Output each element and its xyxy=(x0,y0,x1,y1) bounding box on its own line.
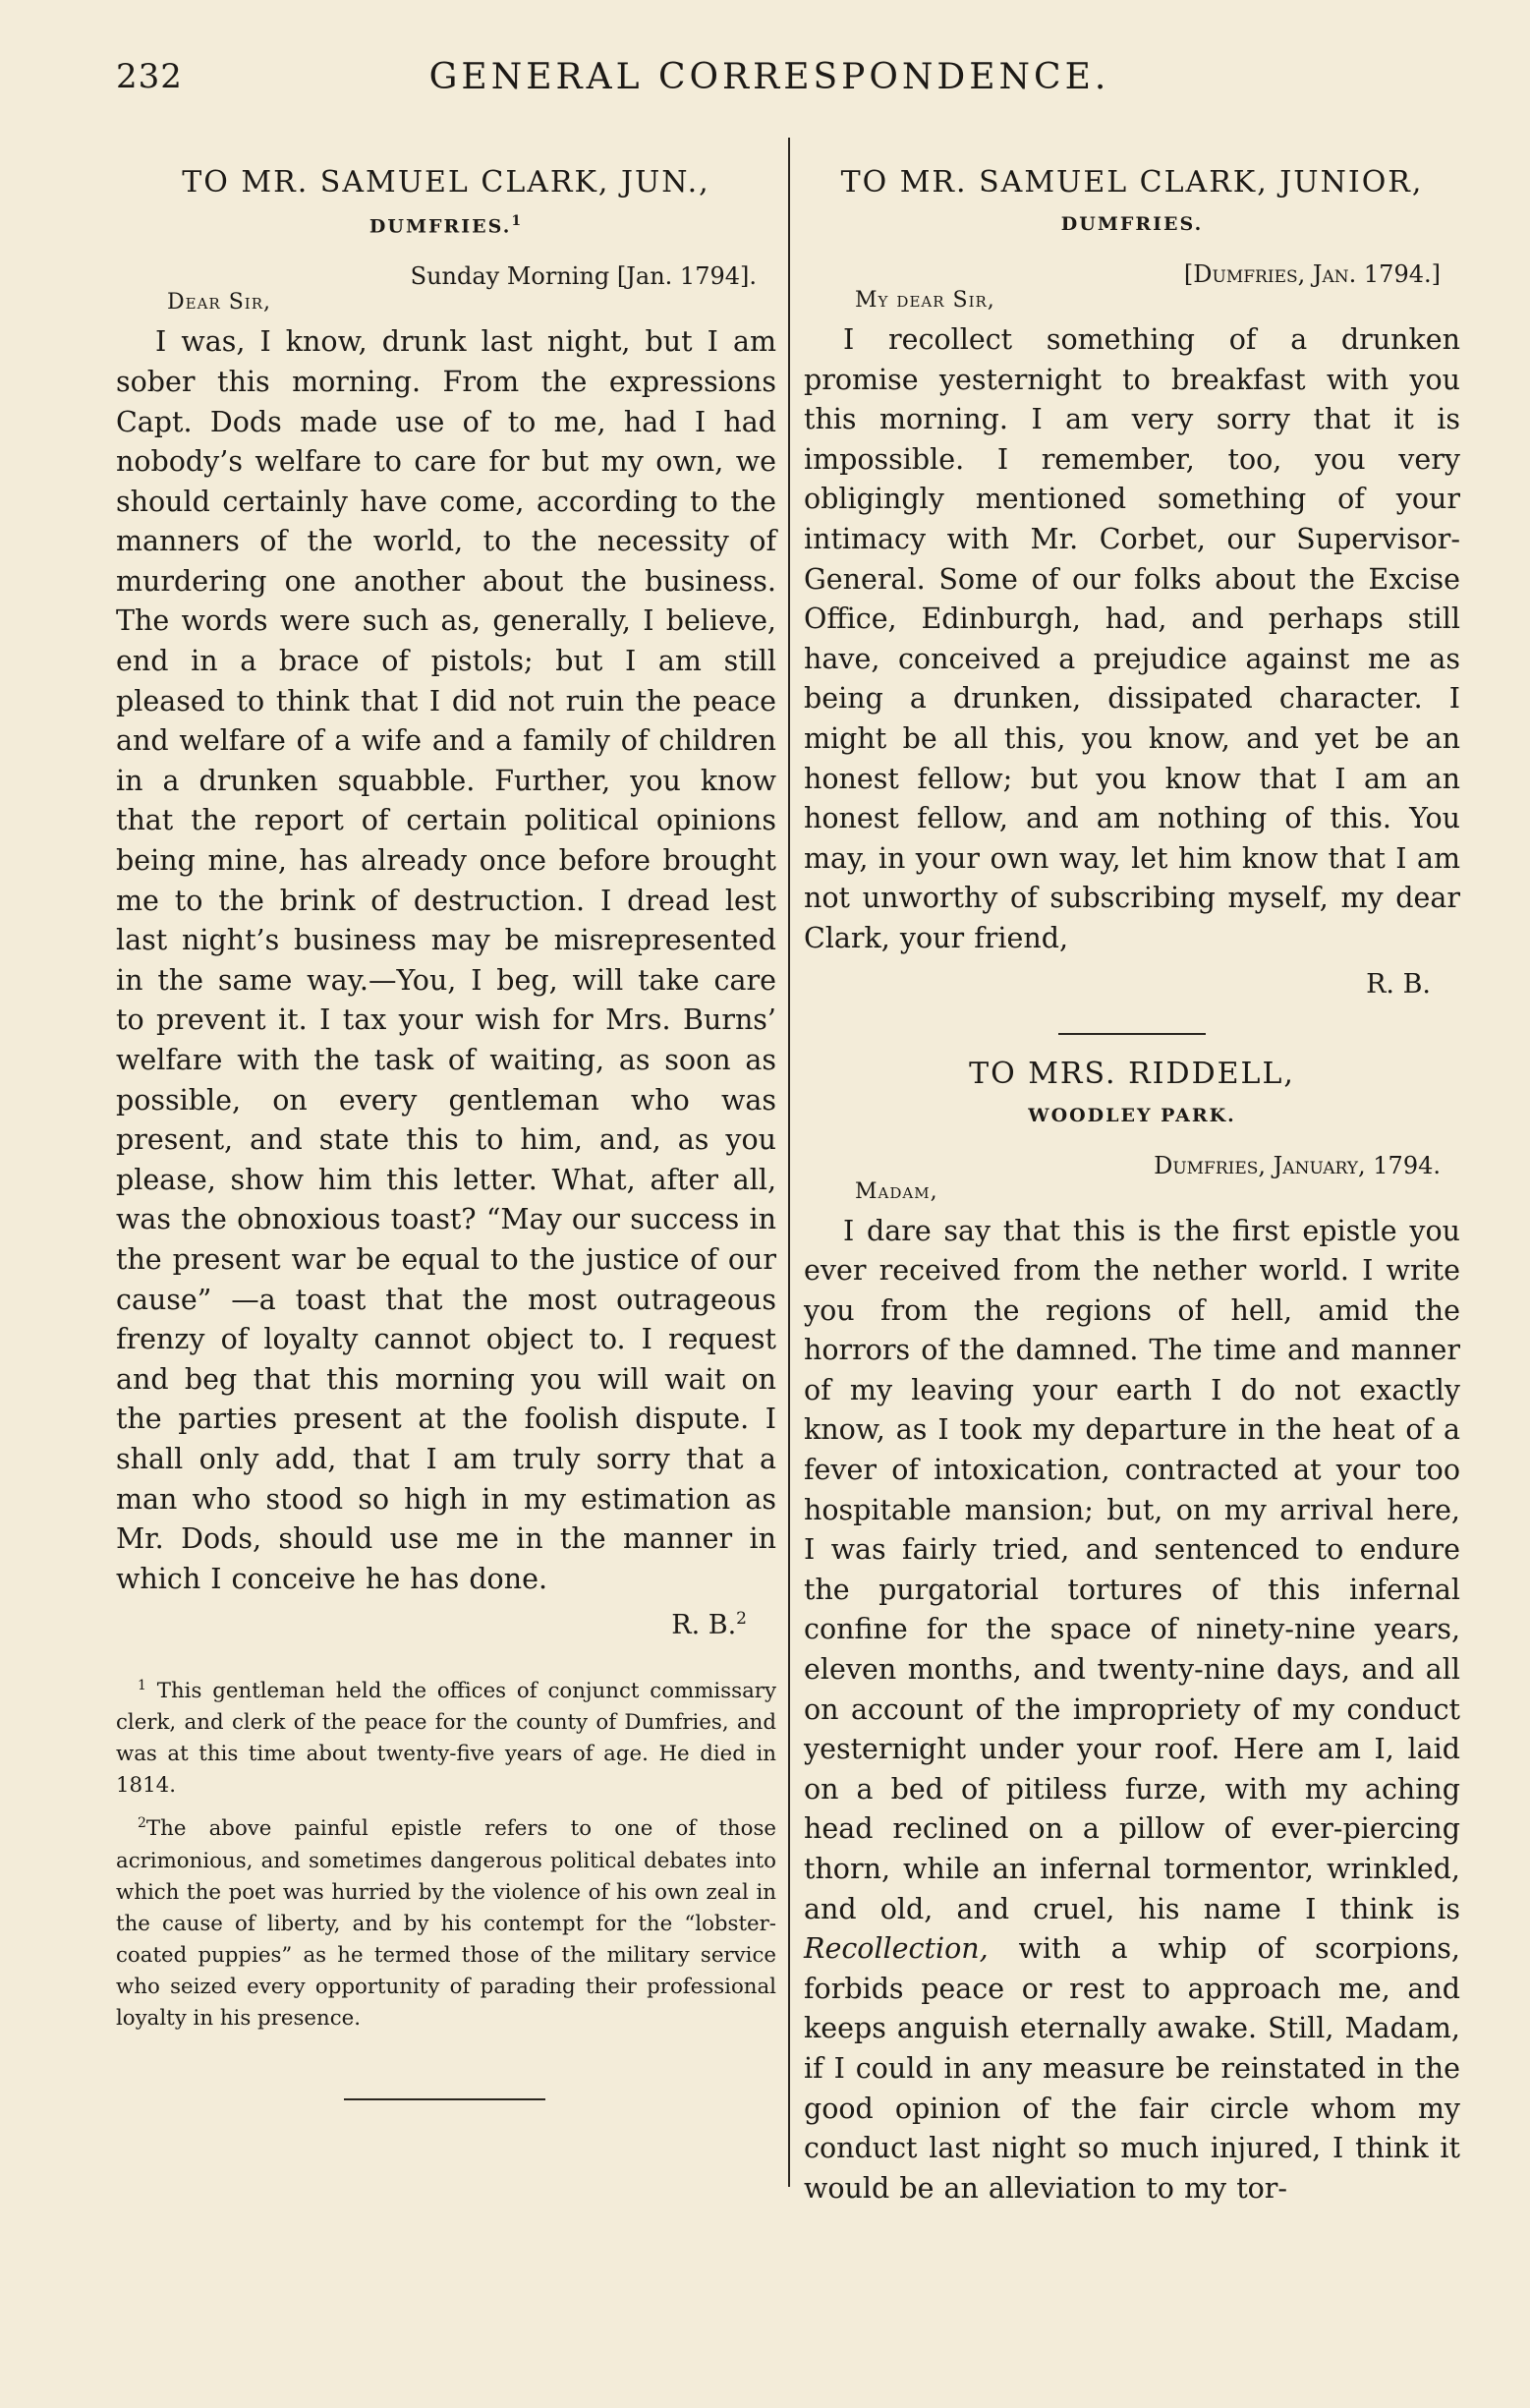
signature-text: R. B. xyxy=(671,1610,737,1641)
letter-body xyxy=(804,1212,1460,2209)
column-divider xyxy=(788,138,790,2187)
letter-salutation: Madam, xyxy=(855,1178,938,1204)
letter-place: DUMFRIES. xyxy=(1060,213,1204,235)
letter-title: TO MR. SAMUEL CLARK, JUN., xyxy=(182,165,710,200)
letter-signature xyxy=(116,1609,747,1640)
footnote-marker: 1 xyxy=(138,1678,146,1694)
letter-dateline: Dumfries, January, 1794. xyxy=(1154,1151,1441,1179)
section-rule xyxy=(344,2098,545,2100)
letter-clark-jun xyxy=(116,165,776,2035)
left-column xyxy=(116,147,776,2040)
letter-dateline: Sunday Morning [Jan. 1794]. xyxy=(410,262,757,291)
footnotes xyxy=(116,1670,776,2034)
letter-signature: R. B. xyxy=(1366,968,1431,1000)
letter-place: WOODLEY PARK. xyxy=(1028,1104,1236,1126)
body-part: I dare say that this is the first epistle you ever received from the nether world. I write you from the regions of hell, amid the horrors of the damned. The time and manner of my leaving your earth I do not exactly know, as I took my departure in the heat of a fever of intoxication, contracted at your too hospitable mansion; but, on my arrival here, I was fairly tried, and sentenced to endure the purgatorial tortures of this infernal confine for the space of ninety-nine years, eleven months, and twenty-nine days, and all on account of the impropriety of my conduct yesternight under your roof. Here am I, laid on a bed of pitiless furze, with my aching head reclined on a pillow of ever-piercing thorn, while an infernal tormentor, wrinkled, and old, and cruel, his name I think is xyxy=(804,1214,1460,1925)
footnote-marker: 2 xyxy=(138,1815,146,1832)
footnote-ref-2: 2 xyxy=(736,1609,747,1630)
letter-body: I recollect something of a drunken promise yesternight to breakfast with you this morning. I am very sorry that it is impossible. I remember, too, you very obligingly mentioned something of your intimacy with Mr. Corbet, our Supervisor-General. Some of our folks about the Excise Office, Edinburgh, had, and perhaps still have, conceived a prejudice against me as being a drunken, dissipated character. I might be all this, you know, and yet be an honest fellow; but you know that I am an honest fellow, and am nothing of this. You may, in your own way, let him know that I am not unworthy of subscribing myself, my dear Clark, your friend, xyxy=(804,323,1460,954)
letter-salutation: My dear Sir, xyxy=(855,288,995,313)
footnote-2 xyxy=(116,1807,776,2034)
footnote-ref-1: 1 xyxy=(511,213,524,229)
running-head: GENERAL CORRESPONDENCE. xyxy=(428,57,1110,97)
letter-salutation: Dear Sir, xyxy=(167,290,271,315)
page-number: 232 xyxy=(116,57,183,96)
letter-title: TO MR. SAMUEL CLARK, JUNIOR, xyxy=(840,165,1424,200)
letter-body: I was, I know, drunk last night, but I am sober this morning. From the expressions Capt. Dods made use of to me, had I had nobody’s welfare to care for but my own, we should certainly have come, according to the manners of the world, to the necessity of murdering one another about the business. The words were such as, generally, I believe, end in a brace of pistols; but I am still pleased to think that I did not ruin the peace and welfare of a wife and a family of children in a drunken squabble. Further, you know that the report of certain political opinions being mine, has already once before brought me to the brink of destruction. I dread lest last night’s business may be misrepresented in the same way.—You, I beg, will take care to prevent it. I tax your wish for Mrs. Burns’ welfare with the task of waiting, as soon as possible, on every gentleman who was present, and state this to him, and, as you please, show him this letter. What, after all, was the obnoxious toast? “May our success in the present war be equal to the justice of our cause” —a toast that the most outrageous frenzy of loyalty cannot object to. I request and beg that this morning you will wait on the parties present at the foolish dispute. I shall only add, that I am truly sorry that a man who stood so high in my estimation as Mr. Dods, should use me in the manner in which I conceive he has done. xyxy=(116,325,776,1595)
letter-dateline: [Dumfries, Jan. 1794.] xyxy=(1183,260,1441,288)
letter-clark-junior xyxy=(804,165,1460,1000)
footnote-text: The above painful epistle refers to one of those acrimonious, and sometimes dangerous political debates into which the poet was hurried by the violence of his own zeal in the cause of liberty, and by his contempt for the “lobster-coated puppies” as he termed those of the military service who seized every opportunity of parading their professional loyalty in his presence. xyxy=(116,1816,776,2031)
section-rule xyxy=(1058,1033,1206,1035)
body-part: with a whip of scorpions, forbids peace or rest to approach me, and keeps anguish eternally awake. Still, Madam, if I could in any measure be reinstated in the good opinion of the fair circle whom my conduct last night so much injured, I think it would be an alleviation to my tor- xyxy=(804,1932,1460,2205)
footnote-text: This gentleman held the offices of conjunct commissary clerk, and clerk of the peace for the county of Dumfries, and was at this time about twenty-five years of age. He died in 1814. xyxy=(116,1679,776,1799)
place-name: DUMFRIES. xyxy=(368,215,512,238)
page-header xyxy=(116,49,1423,108)
letter-riddell xyxy=(804,1057,1460,2209)
letter-place xyxy=(116,213,776,237)
footnote-1 xyxy=(116,1670,776,1802)
letter-title: TO MRS. RIDDELL, xyxy=(969,1056,1295,1091)
right-column xyxy=(804,147,1460,2208)
body-emphasis: Recollection, xyxy=(804,1932,989,1966)
